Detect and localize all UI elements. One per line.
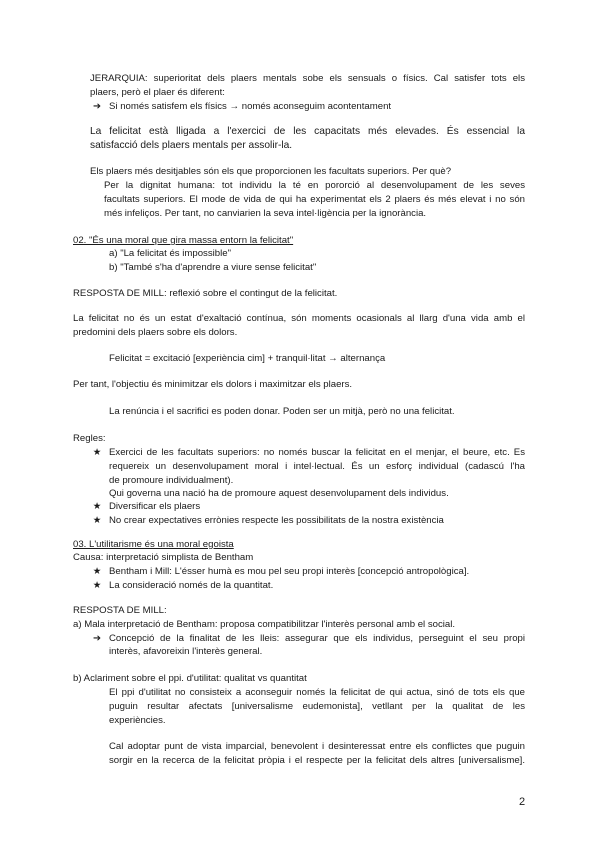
section-3-a-arrow-line-2: interès, afavoreixin l'interès general. (109, 646, 263, 657)
arrow-bullet-icon: ➔ (92, 101, 102, 112)
estat-line-1: La felicitat no és un estat d'exaltació contínua, són moments ocasionals al llarg d'una vida amb el (73, 313, 525, 324)
plaers-line-2: facultats superiors. El mode de vida de qui ha experimentat els 2 plaers és més elevat i no són (104, 194, 525, 205)
section-2-item-b: b) "També s'ha d'aprendre a viure sense felicitat" (109, 262, 317, 273)
b-par2-line-1: Cal adoptar punt de vista imparcial, benevolent i desinteressat entre els conflictes que puguin (109, 741, 525, 752)
section-3-a-arrow-line-1: Concepció de la finalitat de les lleis: assegurar que els individus, perseguint el seu propi (109, 633, 525, 644)
regla-1-line-4: Qui governa una nació ha de promoure aquest desenvolupament dels individus. (109, 488, 449, 499)
section-2-resposta: RESPOSTA DE MILL: reflexió sobre el contingut de la felicitat. (73, 288, 338, 299)
plaers-question: Els plaers més desitjables són els que proporcionen les facultats superiors. Per què? (90, 166, 452, 177)
section-3-b-line: b) Aclariment sobre el ppi. d'utilitat: qualitat vs quantitat (73, 673, 307, 684)
section-2-heading: 02. "És una moral que gira massa entorn la felicitat" (73, 235, 294, 246)
plaers-line-1: Per la dignitat humana: tot individu la té en pororció al desenvolupament de les seves (104, 180, 525, 191)
star-bullet-icon: ★ (92, 447, 102, 458)
objectiu-line: Per tant, l'objectiu és minimitzar els dolors i maximitzar els plaers. (73, 379, 353, 390)
star-bullet-icon: ★ (92, 515, 102, 526)
star-bullet-icon: ★ (92, 580, 102, 591)
plaers-line-3: més infeliços. Per tant, no canviarien la seva intel·ligència per la ignorància. (104, 208, 427, 219)
b-par1-line-2: puguin resultar afectats [universalisme eudemonista], vetllant per la qualitat de les (109, 701, 525, 712)
section-3-item-2: La consideració només de la quantitat. (109, 580, 274, 591)
jerarquia-arrow-item: Si només satisfem els físics → només aconseguim acontentament (109, 101, 392, 112)
regla-2: Diversificar els plaers (109, 501, 201, 512)
section-2-item-a: a) "La felicitat és impossible" (109, 248, 231, 259)
jerarquia-line-1: JERARQUIA: superioritat dels plaers mentals sobe els sensuals o físics. Cal satisfer tots els (90, 73, 525, 84)
star-bullet-icon: ★ (92, 501, 102, 512)
page-number: 2 (519, 796, 526, 808)
regla-1-line-2: requereix un desenvolupament moral i intel·lectual. És un esforç individual (cadascú l'ha (109, 461, 525, 472)
regla-1-line-3: de promoure individualment). (109, 475, 234, 486)
regles-label: Regles: (73, 433, 106, 444)
capacitats-line-2: satisfacció dels plaers mentals per assolir-la. (90, 140, 293, 151)
regla-3: No crear expectatives errònies respecte les possibilitats de la nostra existència (109, 515, 444, 526)
section-3-a-line: a) Mala interpretació de Bentham: proposa compatibilitzar l'interès personal amb el social. (73, 619, 456, 630)
b-par1-line-1: El ppi d'utilitat no consisteix a aconseguir només la felicitat de qui actua, sinó de tots els que (109, 687, 525, 698)
renuncia-line: La renúncia i el sacrifici es poden donar. Poden ser un mitjà, però no una felicitat. (109, 406, 455, 417)
felicitat-formula: Felicitat = excitació [experiència cim] + tranquil·litat → alternança (109, 353, 386, 364)
section-3-item-1: Bentham i Mill: L'ésser humà es mou pel seu propi interès [concepció antropològica]. (109, 566, 470, 577)
b-par2-line-2: sorgir en la recerca de la felicitat pròpia i el respecte per la felicitat dels altres [universalisme]. (109, 755, 525, 766)
jerarquia-line-2: plaers, però el plaer és diferent: (90, 87, 225, 98)
section-3-heading: 03. L'utilitarisme és una moral egoista (73, 539, 234, 550)
estat-line-2: predomini dels plaers sobre els dolors. (73, 327, 238, 338)
capacitats-line-1: La felicitat està lligada a l'exercici de les capacitats més elevades. És essencial la (90, 126, 525, 137)
section-3-resposta: RESPOSTA DE MILL: (73, 605, 167, 616)
b-par1-line-3: experiències. (109, 715, 166, 726)
arrow-bullet-icon: ➔ (92, 633, 102, 644)
regla-1-line-1: Exercici de les facultats superiors: no només buscar la felicitat en el menjar, el beure, etc. Es (109, 447, 525, 458)
section-3-causa: Causa: interpretació simplista de Bentham (73, 552, 254, 563)
star-bullet-icon: ★ (92, 566, 102, 577)
